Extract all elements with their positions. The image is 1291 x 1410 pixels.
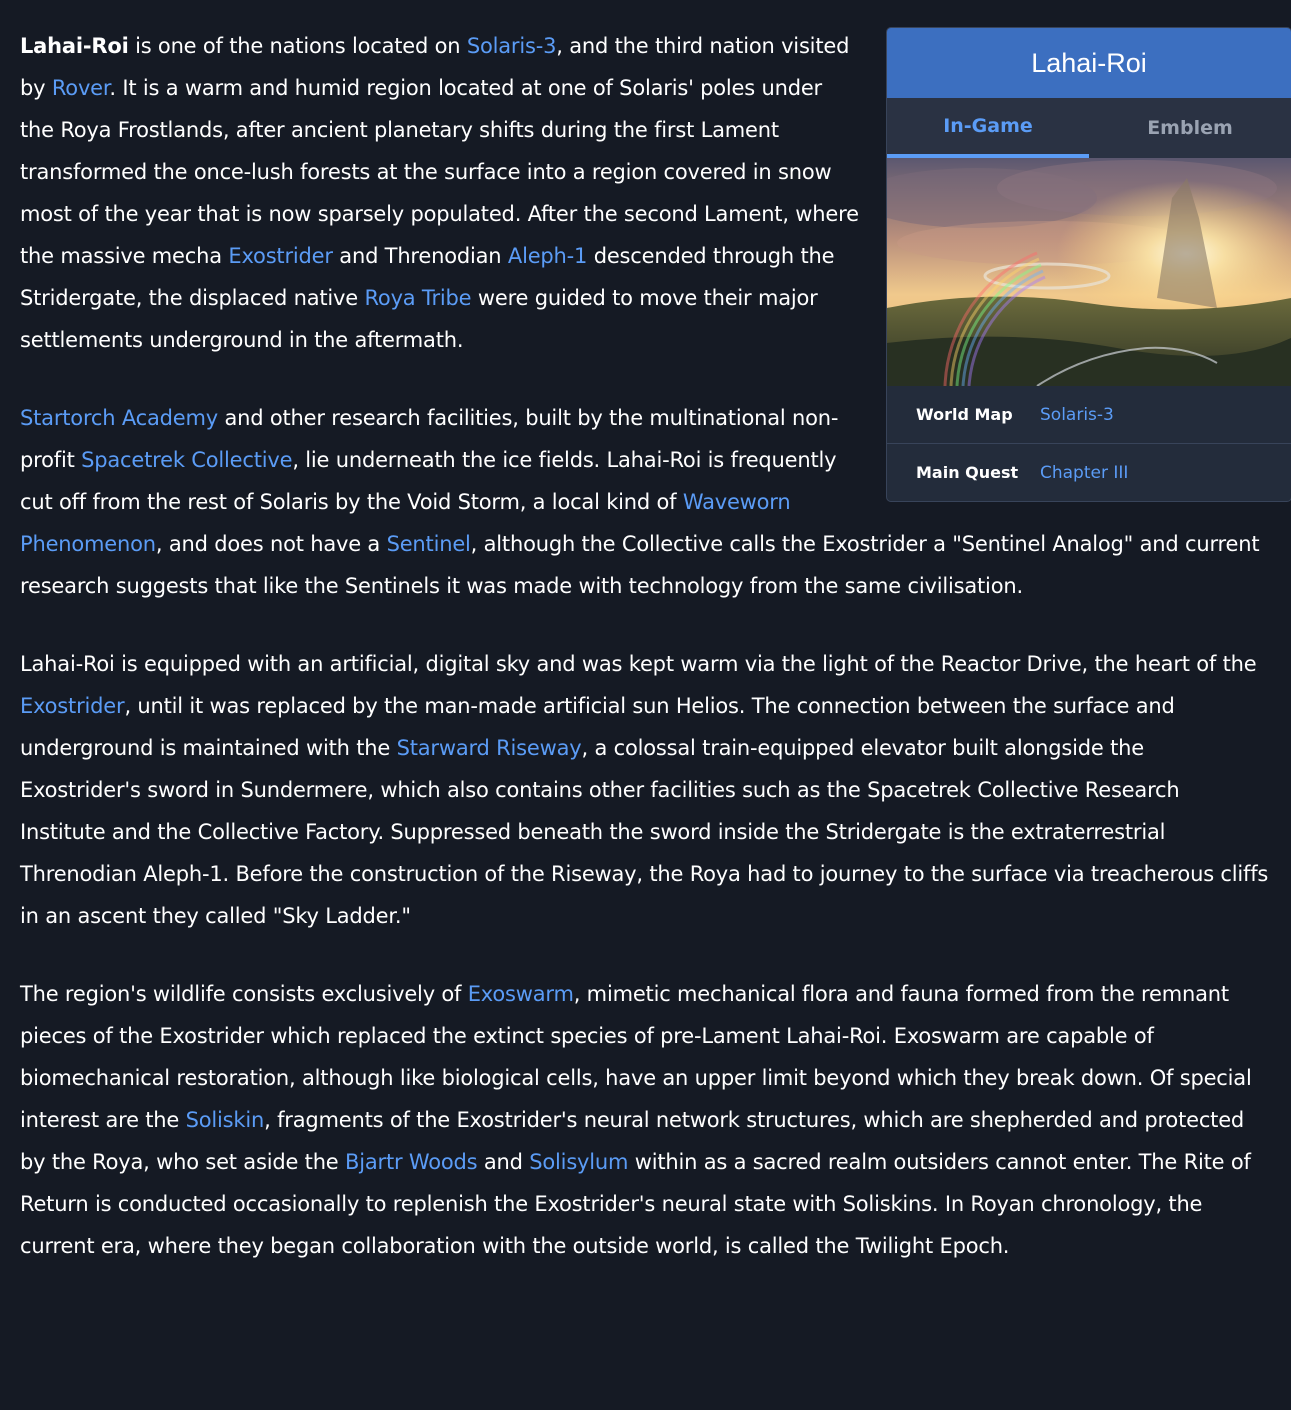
text: Lahai-Roi is equipped with an artificial, digital sky and was kept warm via the light of the Reactor Drive, the heart of the	[20, 652, 1257, 676]
link-solisylum[interactable]: Solisylum	[529, 1150, 629, 1174]
text: and other research facilities, built by the multinational non-profit	[20, 406, 839, 472]
main-quest-link[interactable]: Chapter III	[1040, 462, 1129, 483]
link-sentinel[interactable]: Sentinel	[386, 532, 471, 556]
text: were guided to move their major settlements underground in the aftermath.	[20, 286, 818, 352]
link-solaris-3[interactable]: Solaris-3	[466, 34, 557, 58]
text: descended through the Stridergate, the displaced native	[20, 244, 835, 310]
link-aleph-1[interactable]: Aleph-1	[507, 244, 588, 268]
infobox-row-main-quest	[887, 443, 1291, 501]
infobox-row-world-map	[887, 386, 1291, 443]
link-exostrider[interactable]: Exostrider	[20, 694, 125, 718]
text: The region's wildlife consists exclusively of	[20, 982, 468, 1006]
text: , a colossal train-equipped elevator built alongside the Exostrider's sword in Sundermere, which also contains other facilities such as the Spacetrek Collective Research Institute and the Collective Factory. Suppressed beneath the sword inside the Stridergate is the extraterrestrial Threnodian Aleph-1. Before the construction of the Riseway, the Roya had to journey to the surface via treacherous cliffs in an ascent they called "Sky Ladder."	[20, 736, 1269, 928]
infobox-tabs	[887, 98, 1291, 158]
landscape-illustration	[887, 158, 1291, 386]
infobox	[886, 27, 1291, 502]
text: and Threnodian	[332, 244, 508, 268]
region-image[interactable]	[887, 158, 1291, 386]
main-quest-label: Main Quest	[916, 463, 1019, 482]
paragraph-wildlife	[20, 973, 1271, 1267]
text: and	[477, 1150, 530, 1174]
world-map-link[interactable]: Solaris-3	[1040, 404, 1114, 425]
text: is one of the nations located on	[128, 34, 467, 58]
world-map-label: World Map	[916, 405, 1013, 424]
text: , although the Collective calls the Exostrider a "Sentinel Analog" and current research suggests that like the Sentinels it was made with technology from the same civilisation.	[20, 532, 1260, 598]
link-waveworn-phenomenon[interactable]: Waveworn Phenomenon	[20, 490, 791, 556]
link-spacetrek-collective[interactable]: Spacetrek Collective	[81, 448, 293, 472]
infobox-title: Lahai-Roi	[887, 28, 1291, 98]
paragraph-sky	[20, 643, 1271, 937]
text: , and does not have a	[155, 532, 387, 556]
text: , lie underneath the ice fields. Lahai-Roi is frequently cut off from the rest of Solaris by the Void Storm, a local kind of	[20, 448, 837, 514]
region-name: Lahai-Roi	[20, 34, 129, 58]
text: , fragments of the Exostrider's neural network structures, which are shepherded and protected by the Roya, who set aside the	[20, 1108, 1245, 1174]
text: . It is a warm and humid region located at one of Solaris' poles under the Roya Frostlands, after ancient planetary shifts during the first Lament transformed the once-lush forests at the surface into a region covered in snow most of the year that is now sparsely populated. After the second Lament, where the massive mecha	[20, 76, 859, 268]
tab-in-game[interactable]: In-Game	[887, 98, 1089, 158]
text: , until it was replaced by the man-made artificial sun Helios. The connection between the surface and underground is maintained with the	[20, 694, 1175, 760]
link-exostrider[interactable]: Exostrider	[228, 244, 333, 268]
text: within as a sacred realm outsiders cannot enter. The Rite of Return is conducted occasionally to replenish the Exostrider's neural state with Soliskins. In Royan chronology, the current era, where they began collaboration with the outside world, is called the Twilight Epoch.	[20, 1150, 1251, 1258]
tab-emblem[interactable]: Emblem	[1147, 117, 1233, 139]
link-rover[interactable]: Rover	[51, 76, 110, 100]
text: , mimetic mechanical flora and fauna formed from the remnant pieces of the Exostrider which replaced the extinct species of pre-Lament Lahai-Roi. Exoswarm are capable of biomechanical restoration, although like biological cells, have an upper limit beyond which they break down. Of special interest are the	[20, 982, 1252, 1132]
text: , and the third nation visited by	[20, 34, 850, 100]
link-startorch-academy[interactable]: Startorch Academy	[20, 406, 218, 430]
link-bjartr-woods[interactable]: Bjartr Woods	[345, 1150, 478, 1174]
link-soliskin[interactable]: Soliskin	[185, 1108, 265, 1132]
link-roya-tribe[interactable]: Roya Tribe	[364, 286, 472, 310]
link-exoswarm[interactable]: Exoswarm	[467, 982, 574, 1006]
link-starward-riseway[interactable]: Starward Riseway	[396, 736, 582, 760]
